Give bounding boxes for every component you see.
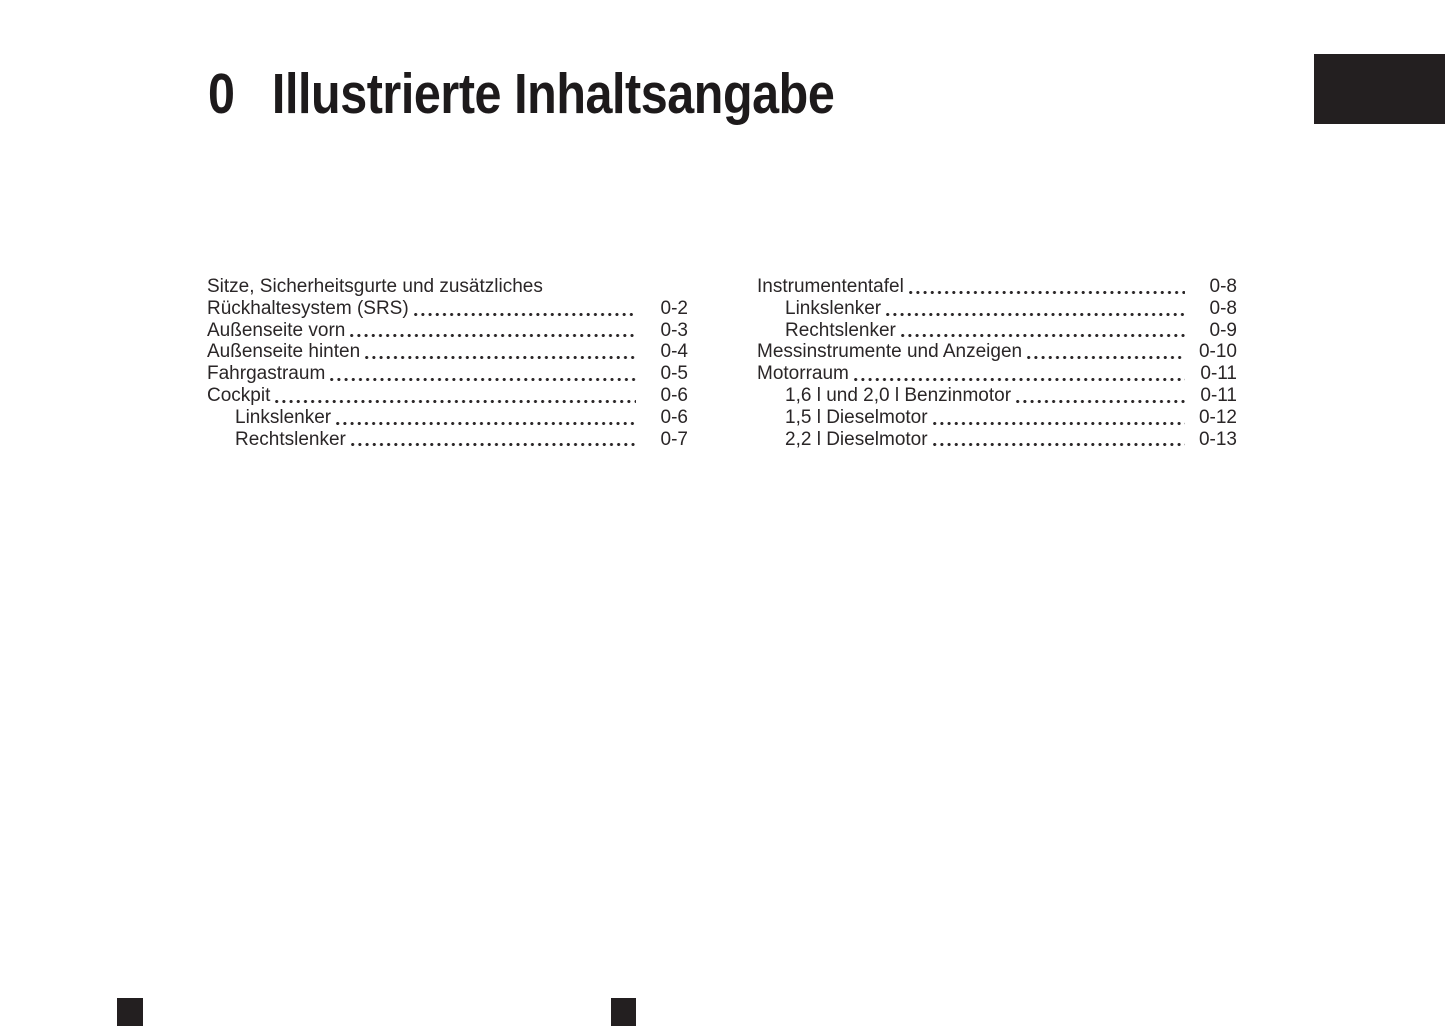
print-registration-mark xyxy=(611,998,636,1026)
toc-entry xyxy=(757,298,1237,320)
chapter-title: Illustrierte Inhaltsangabe xyxy=(271,62,835,126)
toc-entry xyxy=(207,385,688,407)
toc-entry-label: Sitze, Sicherheitsgurte und zusätzliches xyxy=(207,276,543,297)
toc-entry-page: 0-7 xyxy=(660,428,688,450)
toc-entry xyxy=(207,407,688,429)
dot-leader xyxy=(336,421,636,426)
toc-entry-label: Rückhaltesystem (SRS) xyxy=(207,297,409,319)
dot-leader xyxy=(901,333,1185,338)
toc-entry xyxy=(757,341,1237,363)
toc-column-right xyxy=(757,276,1237,450)
dot-leader xyxy=(854,377,1185,382)
dot-leader xyxy=(350,333,636,338)
toc-entry-page: 0-11 xyxy=(1200,384,1237,406)
toc-entry-page: 0-8 xyxy=(1209,276,1237,297)
dot-leader xyxy=(933,421,1185,426)
toc-entry xyxy=(207,341,688,363)
dot-leader xyxy=(365,355,636,360)
toc-entry-label: Cockpit xyxy=(207,384,271,406)
toc-entry-page: 0-3 xyxy=(660,319,688,341)
dot-leader xyxy=(909,290,1185,295)
toc-entry-page: 0-11 xyxy=(1200,363,1237,385)
toc-entry-label: Außenseite hinten xyxy=(207,341,361,363)
toc-entry-page: 0-9 xyxy=(1209,319,1237,341)
toc-entry xyxy=(757,276,1237,298)
dot-leader xyxy=(886,312,1185,317)
toc-entry-label: Außenseite vorn xyxy=(207,319,346,341)
toc-entry-label: Messinstrumente und Anzeigen xyxy=(757,341,1023,363)
toc-entry xyxy=(757,320,1237,342)
dot-leader xyxy=(330,377,636,382)
chapter-number: 0 xyxy=(208,62,235,126)
dot-leader xyxy=(414,312,636,317)
toc-entry-label: Rechtslenker xyxy=(785,319,896,341)
toc-entry-label: 2,2 l Dieselmotor xyxy=(785,428,928,450)
toc-entry-page: 0-4 xyxy=(660,341,688,363)
dot-leader xyxy=(275,399,636,404)
toc-entry-label: Motorraum xyxy=(757,363,849,385)
toc-entry xyxy=(757,407,1237,429)
toc-entry-label: Instrumententafel xyxy=(757,276,904,297)
toc-entry-page: 0-13 xyxy=(1198,428,1237,450)
toc-entry-page: 0-8 xyxy=(1209,297,1237,319)
toc-entry xyxy=(207,298,688,320)
page-title xyxy=(208,63,834,125)
toc-entry-label: 1,5 l Dieselmotor xyxy=(785,406,928,428)
toc-entry-label: Linkslenker xyxy=(235,406,332,428)
dot-leader xyxy=(548,290,636,295)
toc-column-left xyxy=(207,276,688,450)
dot-leader xyxy=(351,442,636,447)
toc-entry xyxy=(757,363,1237,385)
toc-entry-page: 0-6 xyxy=(660,406,688,428)
toc-entry-page: 0-6 xyxy=(660,384,688,406)
toc-entry-page: 0-10 xyxy=(1198,341,1237,363)
toc-entry-label: Linkslenker xyxy=(785,297,882,319)
toc-entry-label: Fahrgastraum xyxy=(207,363,326,385)
print-registration-mark xyxy=(117,998,143,1026)
toc-entry xyxy=(207,363,688,385)
toc-entry xyxy=(757,385,1237,407)
dot-leader xyxy=(1016,399,1185,404)
toc-entry-label: Rechtslenker xyxy=(235,428,346,450)
dot-leader xyxy=(933,442,1185,447)
toc-entry xyxy=(207,320,688,342)
toc-entry xyxy=(207,276,688,298)
toc-entry xyxy=(207,429,688,451)
chapter-tab-marker xyxy=(1314,54,1445,124)
toc-entry-label: 1,6 l und 2,0 l Benzinmotor xyxy=(785,384,1012,406)
toc-entry-page: 0-5 xyxy=(660,363,688,385)
toc-entry-page: 0-12 xyxy=(1198,406,1237,428)
toc-entry-page: 0-2 xyxy=(660,297,688,319)
dot-leader xyxy=(1027,355,1185,360)
toc-entry xyxy=(757,429,1237,451)
